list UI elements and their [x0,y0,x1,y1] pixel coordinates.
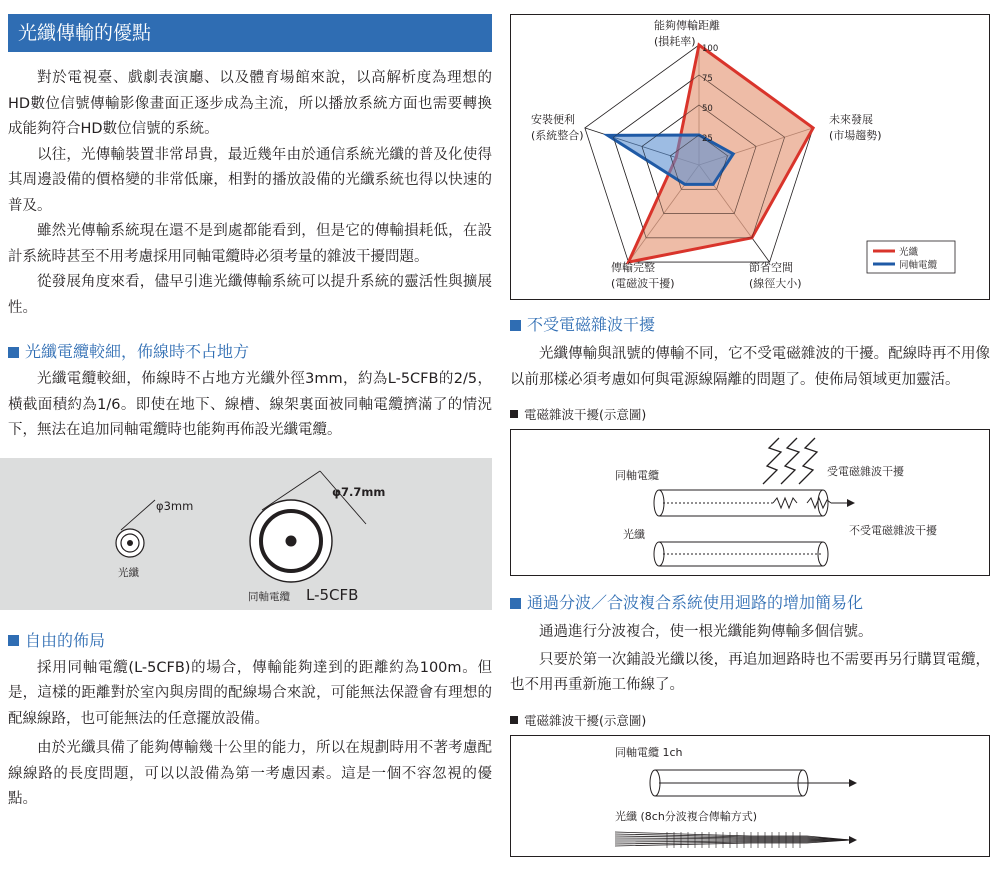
arrow-head-icon [849,779,857,787]
fiber-label: 光纖 [118,566,139,579]
coax-noise-note: 受電磁雜波干擾 [827,465,904,478]
section-heading-text: 自由的佈局 [25,630,106,650]
arrow-head-icon [847,499,855,507]
section-paragraph: 通過進行分波複合，使一根光纖能夠傳輸多個信號。 [539,624,873,640]
fiber-dimension-line [121,500,155,530]
bullet-square-icon [8,347,19,358]
radar-axis-label: 未來發展 [829,113,873,126]
section-paragraph: 由於光纖具備了能夠傳輸幾十公里的能力，所以在規劃時用不著考慮配線線路的長度問題，可以以設備為第一考慮因素。這是一個不容忽視的優點。 [8,740,492,807]
right-column [510,14,990,857]
intro-paragraph-3: 雖然光傳輸系統現在還不是到處都能看到，但是它的傳輸損耗低，在設計系統時甚至不用考慮採用同軸電纜時必須考量的雜波干擾問題。 [8,223,492,265]
coax-dimension-label: φ7.7mm [332,484,386,499]
radar-axis-sublabel: (線徑大小) [749,277,802,290]
fiber-cable-label: 光纖 [623,528,645,541]
radar-axis-label: 傳輸完整 [611,261,655,274]
radar-axis-sublabel: (市場趨勢) [829,129,882,142]
radar-chart [511,15,989,299]
radar-axis-label: 能夠傳輸距離 [654,19,720,32]
fiber-8ch-label: 光纖 (8ch分波複合傳輸方式) [615,809,758,823]
figure-title-text: 電磁雜波干擾(示意圖) [524,407,647,422]
section-heading-text: 光纖電纜較細，佈線時不占地方 [25,342,250,361]
small-square-icon [510,410,518,418]
section-heading-thin [8,341,492,363]
radar-axis-label: 節省空間 [749,261,793,274]
figure-title-wdm [510,711,990,729]
coax-core-icon [286,535,297,546]
coax-label: 同軸電纜 [248,590,290,603]
section-heading-text: 通過分波／合波複合系統使用迴路的增加簡易化 [527,593,864,612]
fiber-dimension-label: φ3mm [156,498,194,513]
intro-paragraph-4: 從發展角度來看，儘早引進光纖傳輸系統可以提升系統的靈活性與擴展性。 [8,274,492,316]
noise-zigzag-icon [763,438,781,484]
legend-label: 光纖 [899,247,919,258]
arrow-head-icon [849,836,857,844]
section-heading-text: 不受電磁雜波干擾 [527,315,656,334]
left-column [8,14,492,813]
figure-title-emi [510,405,990,423]
section-paragraph: 採用同軸電纜(L-5CFB)的場合，傳輸能夠達到的距離約為100m。但是，這樣的距離對於室內與房間的配線場合來說，可能無法保證會有理想的配線線路，也可能無法的任意擺放設備。 [8,659,492,727]
cable-diagram [0,458,492,610]
fiber-tube-end-icon [654,542,664,566]
cable-comparison-figure [0,458,492,610]
radar-axis-sublabel: (系統整合) [531,129,584,142]
radar-tick-label: 75 [702,74,713,84]
wdm-figure-box [510,735,990,857]
section-paragraph: 只要於第一次鋪設光纖以後，再追加迴路時也不需要再另行購買電纜，也不用再重新施工佈線了。 [510,651,990,693]
section-paragraph: 光纖傳輸與訊號的傳輸不同，它不受電磁雜波的干擾。配線時再不用像以前那樣必須考慮如何與電源線隔離的問題了。使佈局領域更加靈活。 [510,346,990,388]
bullet-square-icon [8,635,19,646]
radar-axis-sublabel: (電磁波干擾) [611,277,675,290]
radar-tick-label: 25 [702,134,713,144]
coax-model-label: L-5CFB [306,585,359,604]
section-heading-wdm [510,592,990,614]
coax-cable-label: 同軸電纜 [615,469,659,482]
coax-tube-end-icon [654,490,664,516]
emi-diagram [511,430,989,575]
noise-zigzag-icon [781,438,799,484]
page-title: 光纖傳輸的優點 [8,14,492,52]
emi-figure-box [510,429,990,576]
coax-tube-end-icon [650,770,660,796]
small-square-icon [510,716,518,724]
section-heading-emi [510,314,990,336]
intro-paragraph-2: 以往，光傳輸裝置非常昂貴，最近幾年由於通信系統光纖的普及化使得其周邊設備的價格變的非常低廉，相對的播放設備的光纖系統也得以快速的普及。 [8,146,492,214]
section-paragraph: 光纖電纜較細，佈線時不占地方光纖外徑3mm，約為L-5CFB的2/5，橫截面積約為1/6。即使在地下、線槽、線架裏面被同軸電纜擠滿了的情況下，無法在追加同軸電纜時也能夠再佈設光纖電纜。 [8,371,492,438]
intro-paragraph-1: 對於電視臺、戲劇表演廳、以及體育場館來說，以高解析度為理想的HD數位信號傳輸影像畫面正逐步成為主流，所以播放系統方面也需要轉換成能夠符合HD數位信號的系統。 [8,70,492,137]
radar-tick-label: 50 [702,104,713,114]
fiber-core-icon [127,540,133,546]
bullet-square-icon [510,598,521,609]
noise-zigzag-icon [799,438,817,484]
section-heading-free [8,630,492,652]
figure-title-text: 電磁雜波干擾(示意圖) [524,712,647,728]
wdm-diagram [511,736,989,856]
legend-label: 同軸電纜 [899,260,938,271]
radar-axis-label: 安裝便利 [531,113,575,126]
fiber-noise-note: 不受電磁雜波干擾 [849,524,937,537]
coax-1ch-label: 同軸電纜 1ch [615,745,683,759]
wdm-channel-lines [615,832,851,848]
radar-tick-label: 100 [702,44,719,54]
signal-noise-wave-icon [773,498,797,508]
bullet-square-icon [510,320,521,331]
radar-chart-box [510,14,990,300]
radar-axis-sublabel: (損耗率) [654,35,696,48]
